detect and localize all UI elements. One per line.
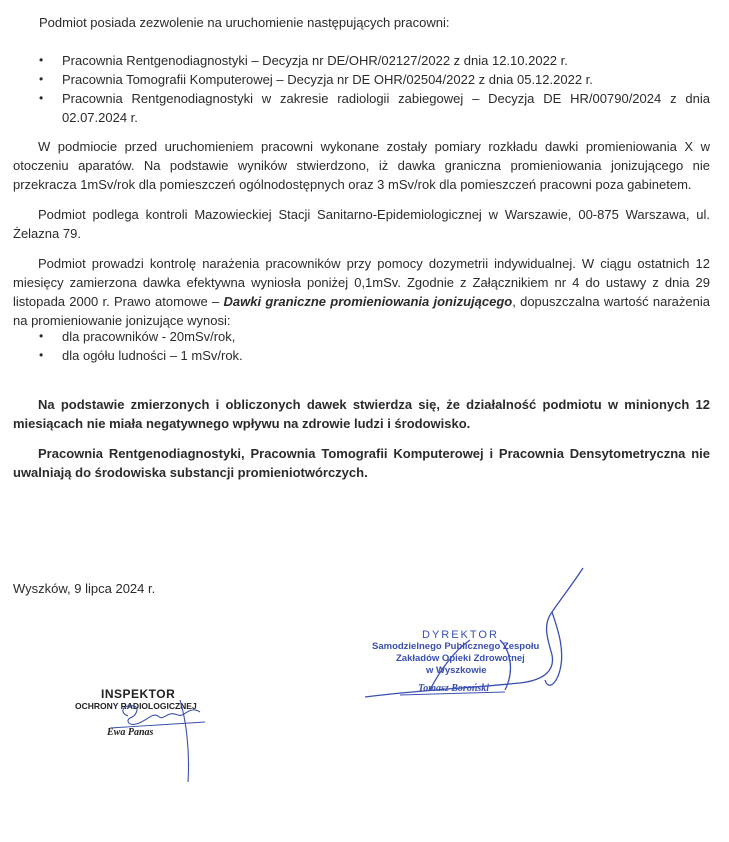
director-stamp-line3: w Wyszkowie bbox=[426, 665, 487, 676]
permit-item: • Pracownia Rentgenodiagnostyki – Decyzja nr DE/OHR/02127/2022 z dnia 12.10.2022 r. bbox=[38, 51, 710, 70]
limit-item: • dla ogółu ludności – 1 mSv/rok. bbox=[38, 346, 710, 365]
emission-paragraph: Pracownia Rentgenodiagnostyki, Pracownia Tomografii Komputerowej i Pracownia Densytometryczna nie uwalniają do środowiska substancji promieniotwórczych. bbox=[13, 446, 710, 480]
permit-item: • Pracownia Tomografii Komputerowej – Decyzja nr DE OHR/02504/2022 z dnia 05.12.2022 r. bbox=[38, 70, 710, 89]
dosimetry-text-end: , dopuszczalna wartość narażenia na promieniowanie jonizujące wynosi: bbox=[13, 294, 710, 328]
director-stamp-line2: Zakładów Opieki Zdrowotnej bbox=[396, 653, 525, 664]
place-date: Wyszków, 9 lipca 2024 r. bbox=[13, 581, 156, 596]
director-stamp-line1: Samodzielnego Publicznego Zespołu bbox=[372, 641, 540, 652]
permit-item: • Pracownia Rentgenodiagnostyki w zakresie radiologii zabiegowej – Decyzja DE HR/00790/2024 z dnia 02.07.2024 r. bbox=[38, 89, 710, 127]
dosimetry-emphasis: Dawki graniczne promieniowania jonizującego bbox=[223, 294, 513, 309]
supervision-paragraph: Podmiot podlega kontroli Mazowieckiej Stacji Sanitarno-Epidemiologicznej w Warszawie, 00-875 Warszawa, ul. Żelazna 79. bbox=[13, 207, 710, 241]
intro-text: Podmiot posiada zezwolenie na uruchomienie następujących pracowni: bbox=[39, 15, 450, 30]
inspector-stamp-line2: OCHRONY RADIOLOGICZNEJ bbox=[75, 701, 197, 711]
director-name: Tomasz Boroński bbox=[418, 683, 490, 694]
inspector-stamp-line1: INSPEKTOR bbox=[101, 687, 176, 701]
dosimetry-text: Podmiot prowadzi kontrolę narażenia pracowników przy pomocy dozymetrii indywidualnej. W ciągu ostatnich 12 miesięcy zamierzona dawka efektywna wyniosła poniżej 0,1mSv. Zgodnie z Załącznikiem nr 4 do ustawy z dnia 29 listopada 2000 r. Prawo atomowe – bbox=[13, 256, 710, 309]
inspector-name: Ewa Panas bbox=[107, 727, 154, 738]
conclusion-paragraph: Na podstawie zmierzonych i obliczonych dawek stwierdza się, że działalność podmiotu w minionych 12 miesiącach nie miała negatywnego wpływu na zdrowie ludzi i środowisko. bbox=[13, 397, 710, 431]
limit-item: • dla pracowników - 20mSv/rok, bbox=[38, 327, 710, 346]
director-stamp-title: DYREKTOR bbox=[422, 629, 499, 641]
measurements-paragraph: W podmiocie przed uruchomieniem pracowni wykonane zostały pomiary rozkładu dawki promieniowania X w otoczeniu aparatów. Na podstawie wyników stwierdzono, iż dawka graniczna promieniowania jonizującego nie przekracza 1mSv/rok dla pomieszczeń ogólnodostępnych oraz 3 mSv/rok dla pomieszczeń pracowni poza gabinetem. bbox=[13, 139, 710, 192]
